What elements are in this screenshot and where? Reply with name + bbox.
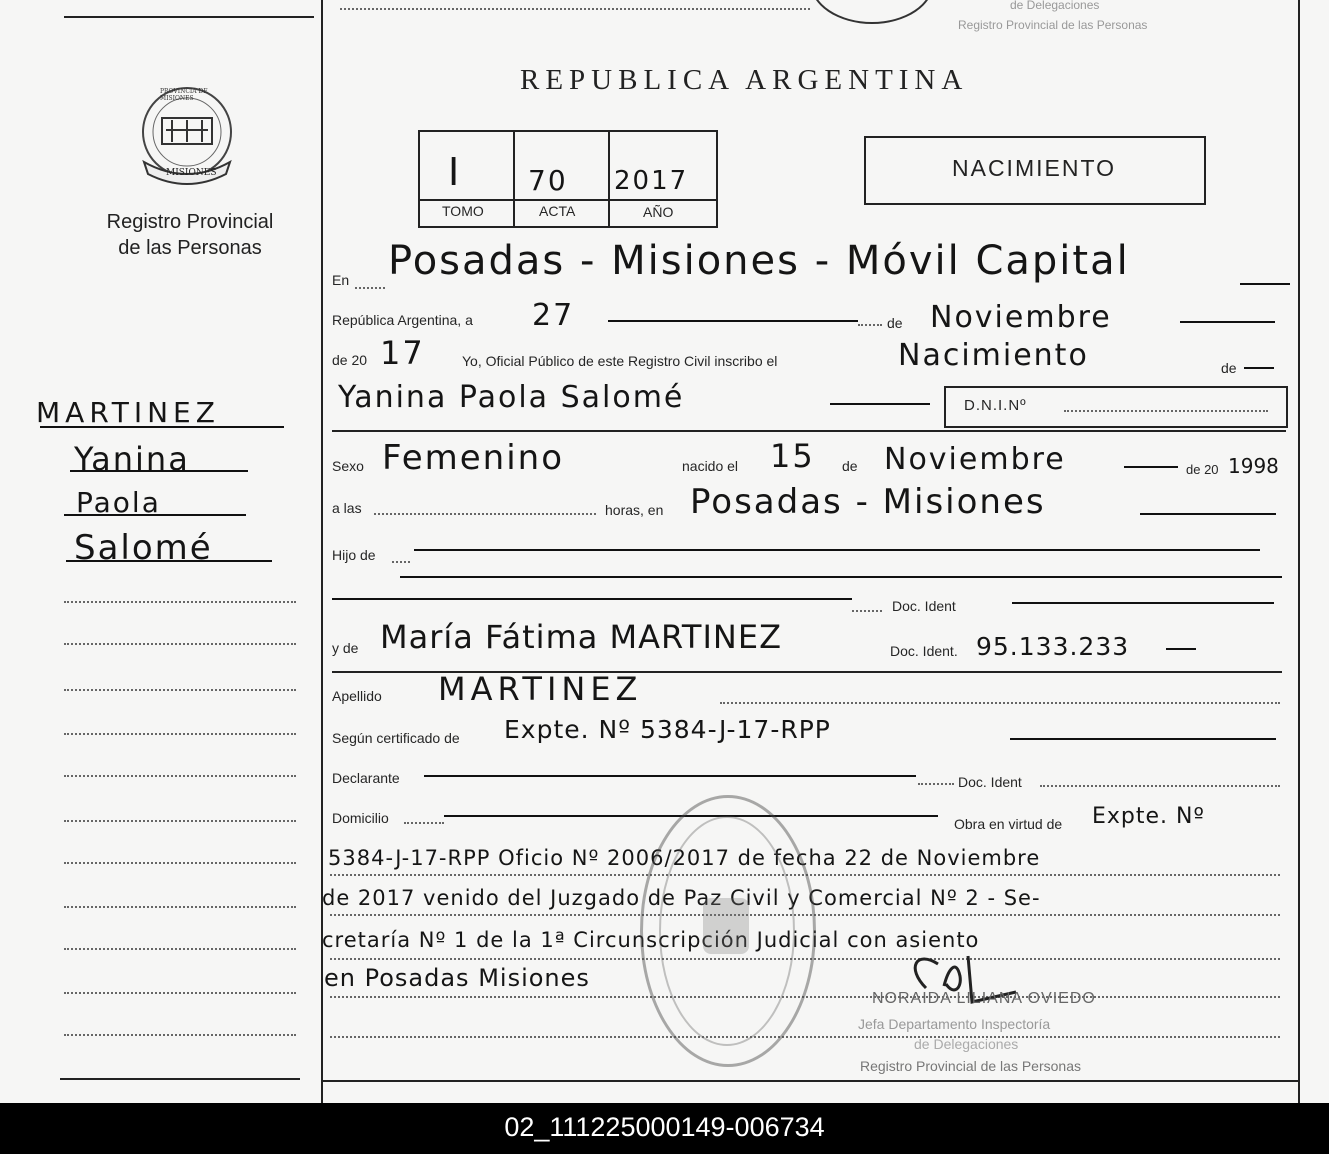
doc-ident-label-1: Doc. Ident [892, 598, 956, 614]
mother-doc-line [1166, 648, 1196, 650]
mother-doc-value: 95.133.233 [976, 632, 1130, 661]
month-de-label: de [887, 315, 903, 331]
ano-value: 2017 [614, 166, 689, 196]
declarante-dots [918, 783, 954, 785]
dni-dots [1064, 410, 1268, 412]
acta-label: ACTA [539, 203, 576, 219]
declarante-doc-dots [1040, 785, 1280, 787]
sidebar-line-1 [40, 426, 284, 428]
main-right-border [1298, 0, 1300, 1103]
box-divider-1 [513, 130, 515, 226]
registry-name-line2: de las Personas [118, 237, 262, 259]
sidebar-line-4 [66, 560, 272, 562]
signatory-title-2: de Delegaciones [914, 1036, 1019, 1052]
person-row-rule [332, 430, 1286, 432]
en-label: En [332, 272, 350, 288]
sidebar-dots-7 [64, 862, 296, 864]
sidebar-dots-4 [64, 733, 296, 735]
logo-ring-text: PROVINCIA DE MISIONES [160, 88, 208, 102]
doc-ident-label-3: Doc. Ident [958, 774, 1022, 790]
tomo-value: I [448, 150, 462, 194]
person-value: Yanina Paola Salomé [338, 380, 685, 415]
box-label-rule [418, 199, 716, 201]
act-type-value: Nacimiento [898, 338, 1089, 373]
tomo-label: TOMO [442, 203, 484, 219]
ano-label: AÑO [643, 204, 674, 220]
act-type-label: NACIMIENTO [952, 155, 1116, 181]
nacido-label: nacido el [682, 458, 739, 474]
domicilio-dots [404, 822, 444, 824]
sidebar-name-1: Yanina [74, 440, 190, 478]
sidebar-dots-10 [64, 992, 296, 994]
sidebar-dots-2 [64, 643, 296, 645]
dni-label: D.N.I.Nº [964, 397, 1027, 414]
apellido-label: Apellido [332, 688, 382, 704]
sidebar-line-3 [64, 514, 246, 516]
en-value: Posadas - Misiones - Móvil Capital [388, 238, 1130, 284]
day-value: 27 [532, 298, 575, 333]
acta-value: 70 [528, 164, 568, 197]
republica-label: República Argentina, a [332, 312, 473, 328]
birth-de-label: de [842, 458, 858, 474]
signatory-title-3: Registro Provincial de las Personas [860, 1058, 1081, 1074]
father-doc-dots [852, 610, 882, 612]
observation-line-2: de 2017 venido del Juzgado de Paz Civil y Comercial Nº 2 - Se- [322, 886, 1041, 910]
sidebar-dots-8 [64, 906, 296, 908]
month-value: Noviembre [930, 300, 1112, 335]
hijo-line [414, 549, 1260, 551]
sidebar-bottom-rule [60, 1078, 300, 1080]
hijo-label: Hijo de [332, 547, 376, 563]
observation-line-3: cretaría Nº 1 de la 1ª Circunscripción Judicial con asiento [322, 928, 980, 952]
sidebar-dots-9 [64, 948, 296, 950]
box-divider-2 [608, 130, 610, 226]
top-seal-fragment [810, 0, 934, 24]
top-stamp-text-2: Registro Provincial de las Personas [958, 18, 1148, 32]
sidebar-dots-11 [64, 1034, 296, 1036]
birth-month-line [1124, 466, 1178, 468]
alas-dots [374, 513, 596, 515]
document-code-footer: 02_111225000149-006734 [0, 1103, 1329, 1154]
year-prefix-label: de 20 [332, 352, 368, 368]
sidebar-dots-6 [64, 820, 296, 822]
registry-name-line1: Registro Provincial [106, 211, 274, 233]
sidebar-name-3: Salomé [74, 528, 213, 568]
day-dots [858, 324, 882, 326]
en-line [1240, 283, 1290, 285]
main-bottom-border [321, 1080, 1300, 1082]
province-logo [136, 82, 238, 190]
sidebar-line-2 [70, 470, 248, 472]
act-type-line [1244, 367, 1274, 369]
inscribo-label: Yo, Oficial Público de este Registro Civil inscribo el [462, 353, 778, 369]
person-line [830, 403, 930, 405]
year-value: 17 [380, 334, 425, 372]
seal-emblem [703, 898, 749, 954]
person-de-label: de [1221, 360, 1237, 376]
sidebar-name-2: Paola [76, 486, 161, 519]
declarante-label: Declarante [332, 770, 400, 786]
obra-label: Obra en virtud de [954, 816, 1063, 832]
country-title: REPUBLICA ARGENTINA [520, 64, 969, 96]
doc-ident-label-2: Doc. Ident. [890, 643, 958, 659]
birth-year-prefix: de 20 [1186, 462, 1219, 477]
alas-label: a las [332, 500, 362, 516]
sidebar-dots-3 [64, 689, 296, 691]
sexo-label: Sexo [332, 458, 364, 474]
domicilio-label: Domicilio [332, 810, 389, 826]
day-line [608, 320, 858, 322]
birth-place-line [1140, 513, 1276, 515]
birth-month-value: Noviembre [884, 442, 1066, 477]
month-line [1180, 321, 1275, 323]
yde-label: y de [332, 640, 359, 656]
birth-place-value: Posadas - Misiones [690, 482, 1046, 522]
sidebar-surname: MARTINEZ [36, 396, 220, 429]
observation-dots-5 [330, 1036, 1280, 1038]
obra-value: Expte. Nº [1092, 804, 1205, 829]
hijo-dots [392, 561, 410, 563]
observation-line-4: en Posadas Misiones [324, 964, 590, 992]
official-seal [640, 795, 816, 1067]
top-stamp-text-1: de Delegaciones [1010, 0, 1100, 12]
sidebar-dots-1 [64, 601, 296, 603]
declarante-line [424, 775, 916, 777]
sexo-value: Femenino [382, 438, 564, 478]
sidebar-dots-5 [64, 775, 296, 777]
mother-value: María Fátima MARTINEZ [380, 618, 782, 656]
observation-line-1: 5384-J-17-RPP Oficio Nº 2006/2017 de fecha 22 de Noviembre [328, 846, 1041, 870]
father-doc-number-line [1012, 602, 1274, 604]
segun-value: Expte. Nº 5384-J-17-RPP [504, 715, 831, 744]
signatory-name: NORAIDA LILIANA OVIEDO [872, 990, 1096, 1007]
birth-year-value: 1998 [1228, 454, 1279, 478]
horas-label: horas, en [605, 502, 664, 518]
signatory-title-1: Jefa Departamento Inspectoría [858, 1016, 1051, 1032]
birth-day-value: 15 [770, 437, 815, 475]
segun-line [1010, 738, 1276, 740]
logo-ribbon-text: MISIONES [166, 168, 217, 178]
father-doc-line [332, 598, 852, 600]
sidebar-top-rule [64, 16, 314, 18]
hijo-line-2 [400, 576, 1282, 578]
apellido-value: MARTINEZ [438, 670, 643, 708]
en-dots [355, 287, 385, 289]
segun-label: Según certificado de [332, 730, 460, 746]
apellido-dots [720, 702, 1280, 704]
main-top-dots [340, 8, 810, 10]
